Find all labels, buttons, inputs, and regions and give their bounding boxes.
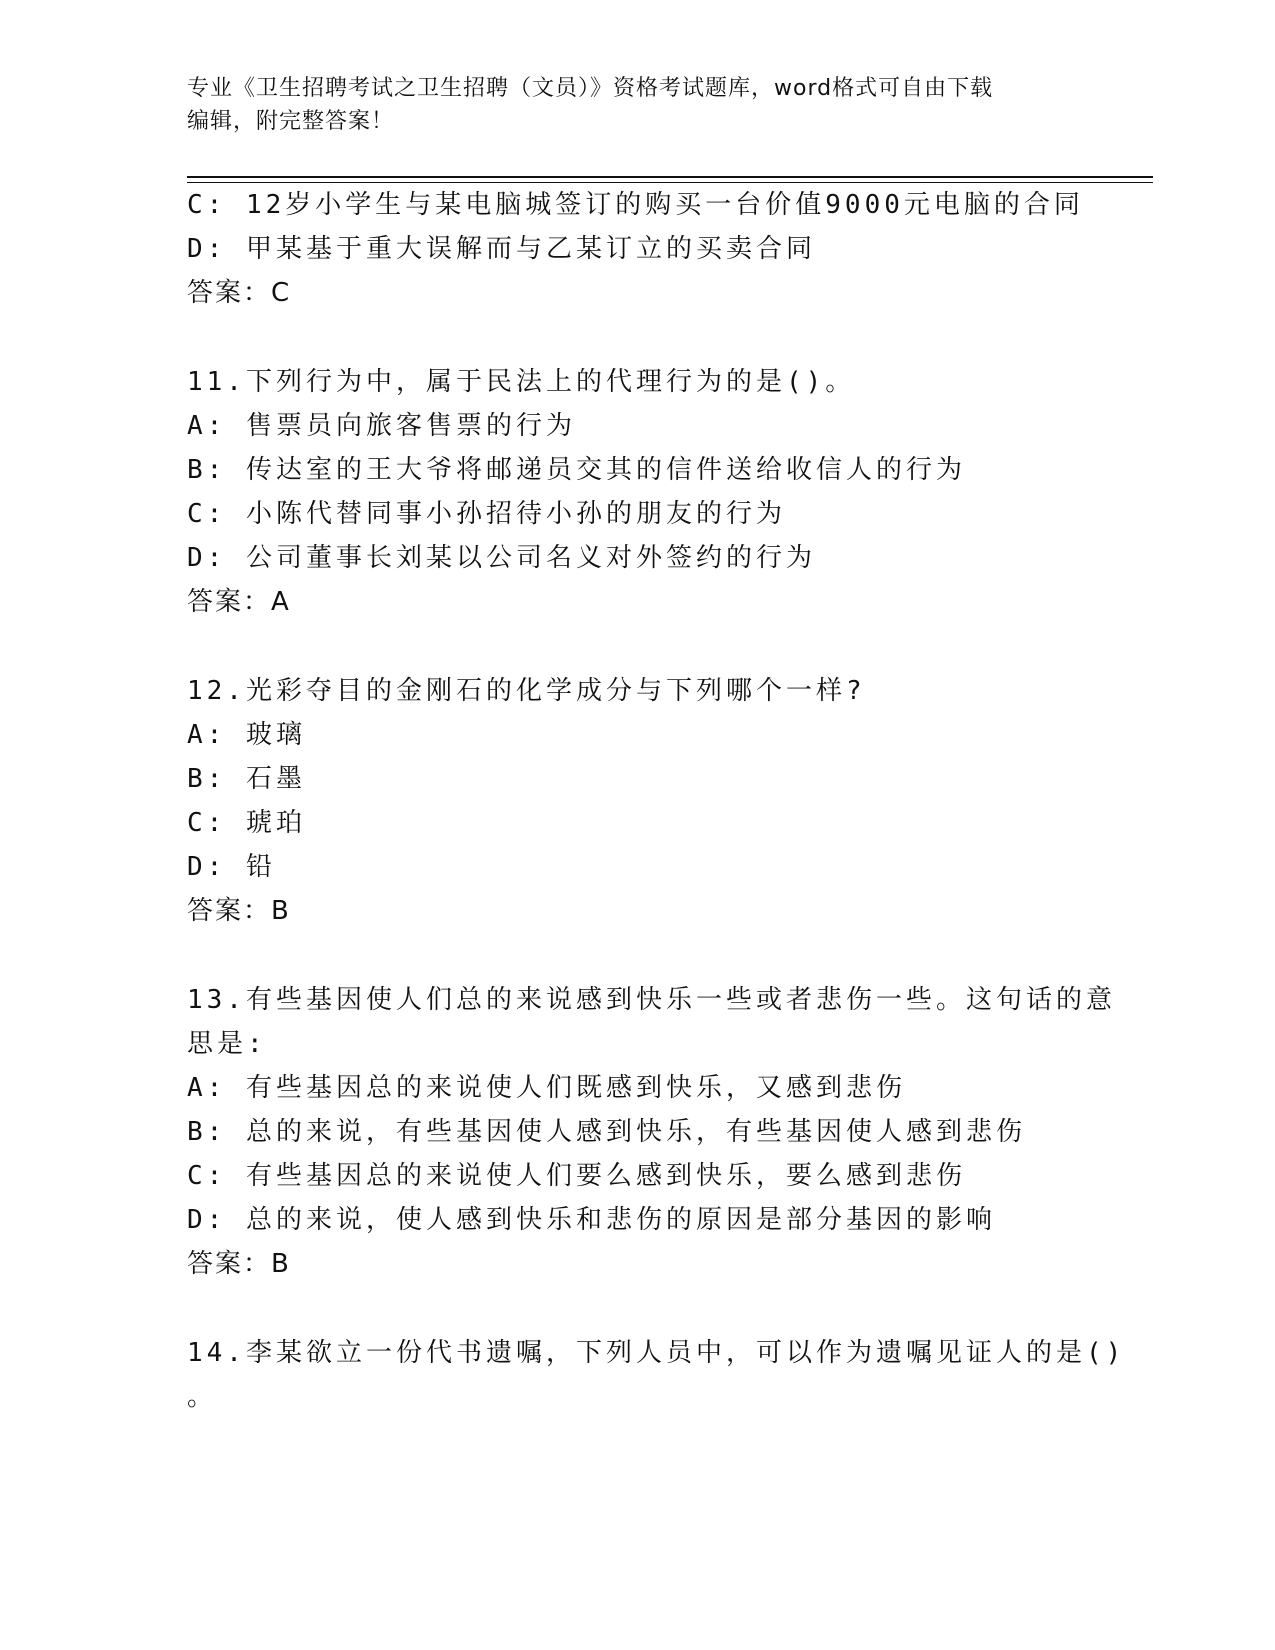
q12-option-d: D: 铅 <box>187 852 276 882</box>
q12-answer: 答案：B <box>187 896 291 926</box>
prev-option-c: C: 12岁小学生与某电脑城签订的购买一台价值9000元电脑的合同 <box>187 190 1084 220</box>
q12-stem: 12.光彩夺目的金刚石的化学成分与下列哪个一样? <box>187 676 866 706</box>
header-divider-thick <box>187 176 1153 178</box>
prev-answer: 答案：C <box>187 278 292 308</box>
q12-option-c: C: 琥珀 <box>187 808 306 838</box>
prev-option-d: D: 甲某基于重大误解而与乙某订立的买卖合同 <box>187 234 816 264</box>
header-line-1: 专业《卫生招聘考试之卫生招聘（文员）》资格考试题库，word格式可自由下载 <box>187 76 994 101</box>
q14-stem-line-2: 。 <box>187 1382 218 1412</box>
q12-option-a: A: 玻璃 <box>187 720 306 750</box>
q13-option-c: C: 有些基因总的来说使人们要么感到快乐，要么感到悲伤 <box>187 1161 966 1191</box>
q13-option-a: A: 有些基因总的来说使人们既感到快乐，又感到悲伤 <box>187 1073 906 1103</box>
q11-option-d: D: 公司董事长刘某以公司名义对外签约的行为 <box>187 543 816 573</box>
q11-stem: 11.下列行为中，属于民法上的代理行为的是()。 <box>187 367 856 397</box>
q13-answer: 答案：B <box>187 1249 291 1279</box>
q13-option-d: D: 总的来说，使人感到快乐和悲伤的原因是部分基因的影响 <box>187 1205 996 1235</box>
q13-stem-line-2: 思是: <box>187 1029 267 1059</box>
q13-option-b: B: 总的来说，有些基因使人感到快乐，有些基因使人感到悲伤 <box>187 1117 1026 1147</box>
q11-option-c: C: 小陈代替同事小孙招待小孙的朋友的行为 <box>187 499 786 529</box>
q11-answer: 答案：A <box>187 587 291 617</box>
q13-stem-line-1: 13.有些基因使人们总的来说感到快乐一些或者悲伤一些。这句话的意 <box>187 985 1116 1015</box>
q14-stem-line-1: 14.李某欲立一份代书遗嘱，下列人员中，可以作为遗嘱见证人的是() <box>187 1338 1126 1368</box>
document-header <box>187 72 1087 138</box>
q12-option-b: B: 石墨 <box>187 764 306 794</box>
header-line-2: 编辑，附完整答案！ <box>187 109 395 134</box>
q11-option-a: A: 售票员向旅客售票的行为 <box>187 411 576 441</box>
q11-option-b: B: 传达室的王大爷将邮递员交其的信件送给收信人的行为 <box>187 455 966 485</box>
header-divider-thin <box>187 182 1153 183</box>
